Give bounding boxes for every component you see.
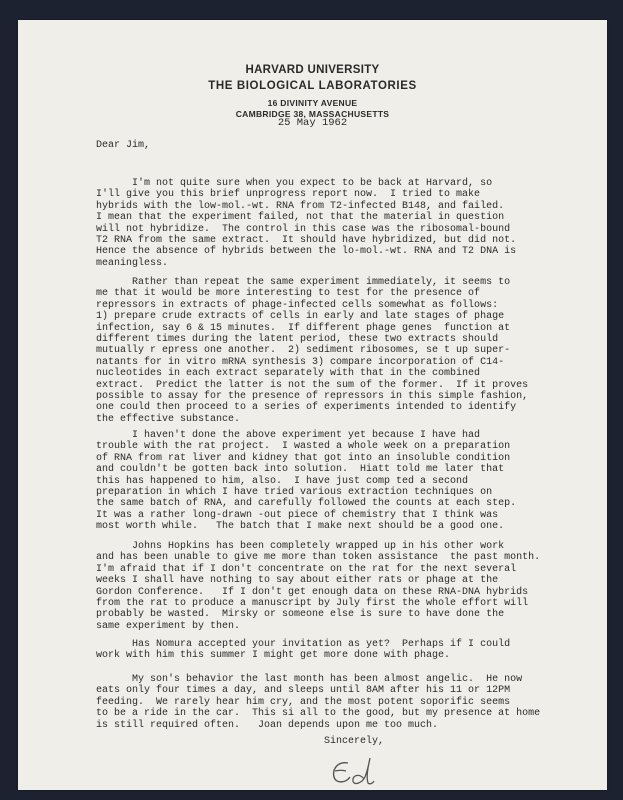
- paragraph-5: Has Nomura accepted your invitation as yet? Perhaps if I could work with him this summer I might get more done with phage.: [96, 639, 511, 662]
- paragraph-1: I'm not quite sure when you expect to be back at Harvard, so I'll give you this brief unprogress report now. I tried to make hybrids with the low-mol.-wt. RNA from T2-infected B148, and failed. I mean that the experiment failed, not that the material in question will not hybridize. The control in this case was the ribosomal-bound T2 RNA from the same extract. It should have hybridized, but did not. Hence the absence of hybrids between the lo-mol.-wt. RNA and T2 DNA is meaningless.: [96, 178, 517, 269]
- handwritten-signature: [328, 755, 378, 787]
- letterhead-street: 16 DIVINITY AVENUE: [267, 98, 358, 108]
- closing: Sincerely,: [324, 736, 385, 747]
- salutation: Dear Jim,: [96, 140, 151, 151]
- letterhead-city: CAMBRIDGE 38, MASSACHUSETTS: [235, 109, 390, 119]
- paragraph-3: I haven't done the above experiment yet because I have had trouble with the rat project. I wasted a whole week on a preparation of RNA from rat liver and kidney that got into an insoluble condition and couldn't be gotten back into solution. Hiatt told me later that this has happened to him, also. I have just comp ted a second preparation in which I have tried various extraction techniques on the same batch of RNA, and carefully followed the counts at each step. It was a rather long-drawn -out piece of chemistry that I think was most worth while. The batch that I make next should be a good one.: [96, 430, 517, 533]
- paragraph-4: Johns Hopkins has been completely wrapped up in his other work and has been unable to give me more than token assistance the past month. I'm afraid that if I don't concentrate on the rat for the next several weeks I shall have nothing to say about either rats or phage at the Gordon Conference. If I don't get enough data on these RNA-DNA hybrids from the rat to produce a manuscript by July first the whole effort will probably be wasted. Mirsky or someone else is sure to have done the same experiment by then.: [96, 541, 541, 632]
- paragraph-2: Rather than repeat the same experiment immediately, it seems to me that it would be more interesting to test for the presence of repressors in extracts of phage-infected cells somewhat as follows: 1) prepare crude extracts of cells in early and late stages of phage infection, say 6 & 15 minutes. If different phage genes function at different times during the latent period, these two extracts should mutually r epress one another. 2) sediment ribosomes, se t up super- natants for in vitro mRNA synthesis 3) compare incorporation of C14- nucleotides in each extract separately with that in the combined extract. Predict the latter is not the sum of the former. If it proves possible to assay for the presence of repressors in this simple fashion, one could then proceed to a series of experiments intended to identify the effective substance.: [96, 277, 529, 425]
- letterhead-institution: HARVARD UNIVERSITY: [245, 64, 380, 76]
- letter-page: [18, 20, 607, 790]
- paragraph-6: My son's behavior the last month has been almost angelic. He now eats only four times a day, and sleeps until 8AM after his 11 or 12PM feeding. We rarely hear him cry, and the most potent soporific seems to be a ride in the car. This si all to the good, but my presence at home is still required often. Joan depends upon me too much.: [96, 674, 541, 731]
- letter-date: 25 May 1962: [277, 117, 348, 129]
- letterhead-department: THE BIOLOGICAL LABORATORIES: [208, 80, 417, 92]
